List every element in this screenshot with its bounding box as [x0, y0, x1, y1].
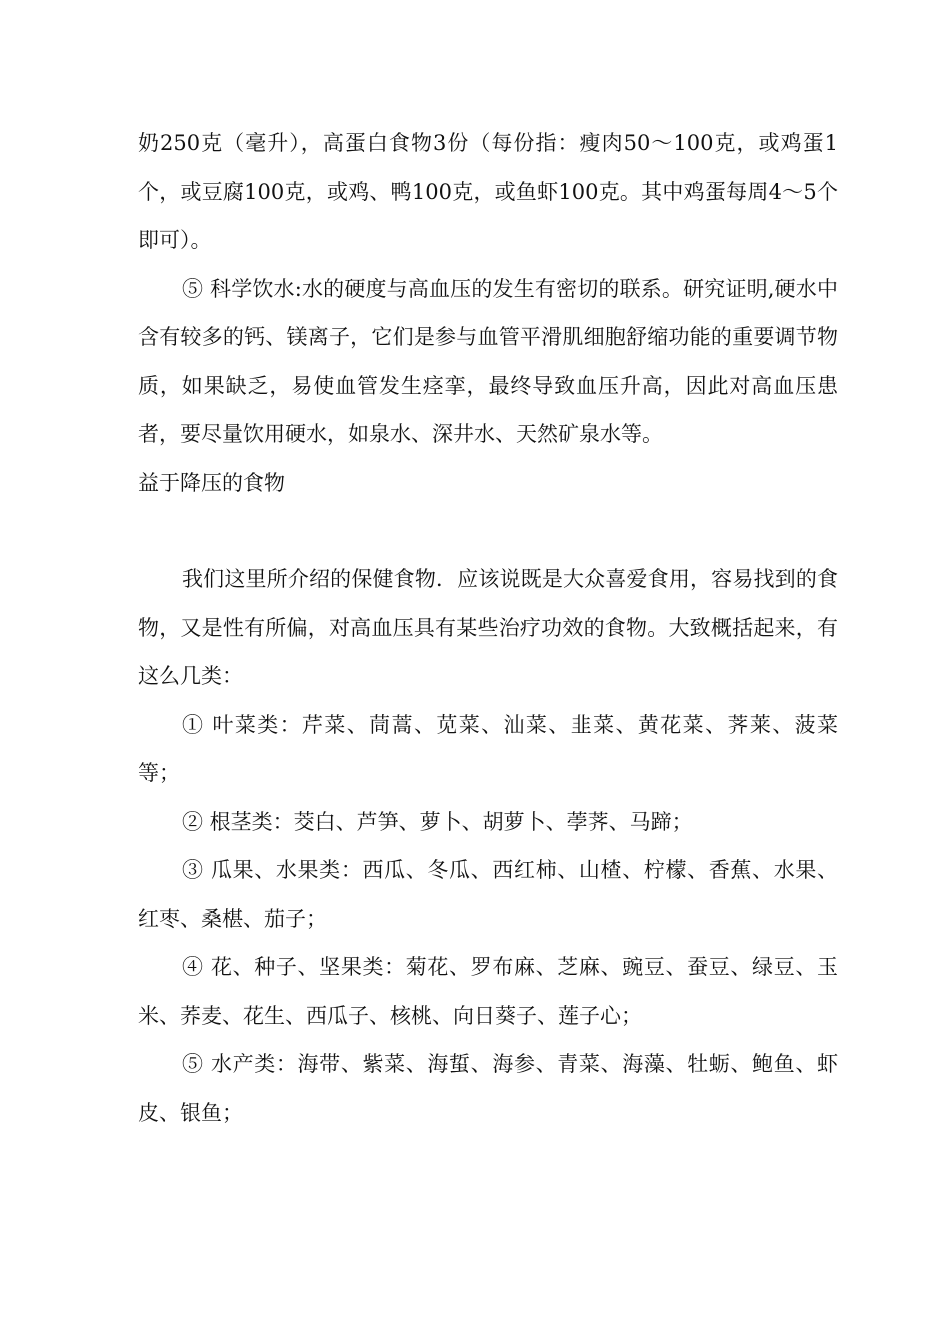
list-item-root-vegetables: ② 根茎类：茭白、芦笋、萝卜、胡萝卜、荸荠、马蹄； [182, 809, 693, 834]
list-item-leafy-vegetables: ① 叶菜类：芹菜、茼蒿、苋菜、汕菜、韭菜、黄花菜、荠莱、菠菜等； [138, 712, 838, 785]
section-heading: 益于降压的食物 [138, 470, 285, 495]
list-item-fruits: ③ 瓜果、水果类：西瓜、冬瓜、西红柿、山楂、柠檬、香蕉、水果、红枣、桑椹、茄子； [138, 858, 838, 931]
paragraph-drinking-water: ⑤ 科学饮水:水的硬度与高血压的发生有密切的联系。研究证明,硬水中含有较多的钙、镁离子，它们是参与血管平滑肌细胞舒缩功能的重要调节物质，如果缺乏，易使血管发生痉挛，最终导致血压升高，因此对高血压患者，要尽量饮用硬水，如泉水、深井水、天然矿泉水等。 [138, 276, 838, 446]
list-item-seafood: ⑤ 水产类：海带、紫菜、海蜇、海参、青菜、海藻、牡蛎、鲍鱼、虾皮、银鱼； [138, 1052, 838, 1125]
paragraph-intro: 我们这里所介绍的保健食物．应该说既是大众喜爱食用，容易找到的食物，又是性有所偏，对高血压具有某些治疗功效的食物。大致概括起来，有这么几类： [138, 567, 838, 688]
list-item-seeds-nuts: ④ 花、种子、坚果类：菊花、罗布麻、芝麻、豌豆、蚕豆、绿豆、玉米、荞麦、花生、西瓜子、核桃、向日葵子、莲子心； [138, 955, 838, 1028]
paragraph-milk-protein: 奶250克（毫升），高蛋白食物3份（每份指：瘦肉50〜100克，或鸡蛋1个，或豆腐100克，或鸡、鸭100克，或鱼虾100克。其中鸡蛋每周4〜5个即可）。 [138, 131, 838, 252]
blank-line [138, 507, 838, 555]
document-body [138, 119, 838, 1137]
